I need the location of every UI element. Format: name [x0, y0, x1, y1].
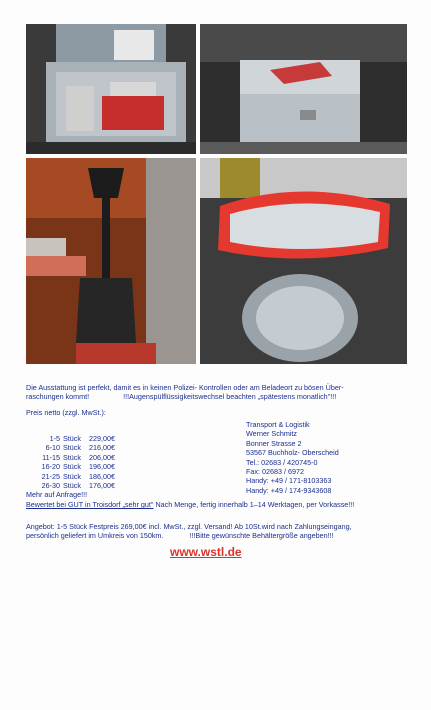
rating-link[interactable]: Bewertet bei GUT in Troisdorf „sehr gut": [26, 500, 154, 509]
offer-line-1: Angebot: 1-5 Stück Festpreis 269,00€ incl. MwSt., zzgl. Versand! Ab 10St.wird nach Zahlungseingang,: [26, 522, 352, 531]
company-line-1: Transport & Logistik: [246, 420, 310, 429]
offer-note: !!!Bitte gewünschte Behältergröße angeben!!!: [189, 531, 334, 540]
offer-line-2-text: persönlich geliefert im Umkreis von 150km.: [26, 531, 164, 540]
rating-text: Nach Menge, fertig innerhalb 1–14 Werktagen, per Vorkasse!!!: [155, 500, 355, 509]
photo-goggles-mask: [200, 158, 407, 364]
price-row: 6-10 Stück 216,00€: [45, 443, 115, 453]
photo-shovel: [26, 158, 196, 364]
company-info: [246, 420, 339, 495]
price-row: 26-30 Stück 176,00€: [41, 481, 115, 491]
more-on-request: Mehr auf Anfrage!!!: [26, 490, 88, 499]
rating-line: [26, 500, 354, 509]
photo-closed-kit-box: [200, 24, 407, 154]
company-fax: Fax: 02683 / 6972: [246, 467, 304, 477]
company-line-3: Bonner Strasse 2: [246, 438, 302, 448]
photo-open-kit-box: [26, 24, 196, 154]
intro-line-2: [26, 392, 336, 401]
company-mobile-1: Handy: +49 / 171-8103363: [246, 476, 332, 486]
price-row: 1-5 Stück 229,00€: [49, 434, 115, 443]
intro-warning: !!!Augenspülflüssigkeitswechsel beachten „spätestens monatlich"!!!: [123, 392, 337, 401]
price-row: 21-25 Stück 186,00€: [41, 471, 115, 481]
price-row: 16-20 Stück 196,00€: [41, 462, 115, 472]
intro-line-2-text: raschungen kommt!: [26, 392, 90, 401]
company-mobile-2: Handy: +49 / 174-9343608: [246, 485, 332, 495]
intro-line-1: Die Ausstattung ist perfekt, damit es in keinen Polizei- Kontrollen oder am Beladeort zu bösen Über-: [26, 383, 344, 392]
offer-line-2: [26, 531, 334, 540]
price-heading: Preis netto (zzgl. MwSt.):: [26, 408, 106, 417]
price-row: 11-15 Stück 206,00€: [42, 452, 115, 462]
company-line-4: 53567 Buchholz- Oberscheid: [246, 448, 339, 458]
company-tel: Tel.: 02683 / 420745-0: [246, 457, 318, 467]
company-line-2: Werner Schmitz: [246, 429, 297, 439]
price-list: [26, 434, 115, 490]
website-link[interactable]: www.wstl.de: [170, 545, 242, 559]
